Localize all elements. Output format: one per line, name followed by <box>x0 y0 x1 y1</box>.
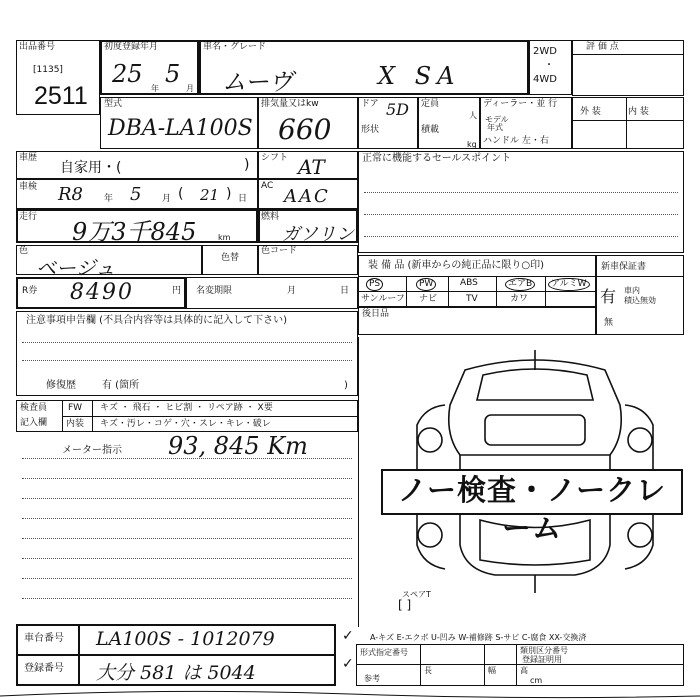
ac-label: AC <box>261 181 274 191</box>
equip-pw: PW <box>416 278 436 291</box>
equip-leather: カワ <box>510 294 529 304</box>
height-label: 高 <box>520 666 528 675</box>
recycle-value: 8490 <box>70 280 134 305</box>
displacement-value: 660 <box>278 113 332 146</box>
door-value: 5D <box>386 100 410 119</box>
history-value: 自家用・( <box>60 160 122 176</box>
cm-unit: cm <box>530 676 543 685</box>
first-registration-year-unit: 年 <box>151 84 159 93</box>
shape-label: 形状 <box>361 125 380 135</box>
first-registration-year: 25 <box>112 60 143 88</box>
repair-close: ) <box>344 380 348 391</box>
drive-dot: ・ <box>544 60 554 71</box>
inspection-era: R8 <box>58 184 84 205</box>
car-name-label: 車名・グレード <box>203 42 267 52</box>
inspection-month-unit: 月 <box>162 194 172 204</box>
name-change-day: 日 <box>340 286 350 296</box>
damage-legend: A-キズ E-エクボ U-凹み W-補修跡 S-サビ C-腐食 XX-交換済 <box>370 633 587 642</box>
drive-4wd: 4WD <box>533 74 557 85</box>
door-label: ドア <box>361 99 379 109</box>
handle-label: ハンドル 左・右 <box>483 136 549 146</box>
model-value: DBA-LA100S <box>108 116 253 141</box>
mileage-value: 9万3千845 <box>72 218 197 246</box>
meter-value: 93, 845 Km <box>168 432 308 460</box>
name-change-label: 名変期限 <box>196 286 233 296</box>
warranty-label: 新車保証書 <box>601 262 647 272</box>
interior-label: 内 装 <box>628 107 649 117</box>
first-registration-label: 初度登録年月 <box>104 42 159 52</box>
fuel-label: 燃料 <box>261 212 280 222</box>
selling-points-label: 正常に機能するセールスポイント <box>362 153 512 164</box>
chassis-label: 車台番号 <box>24 633 64 644</box>
recycle-label: R券 <box>22 286 38 296</box>
shift-label: シフト <box>261 153 289 163</box>
color-value: ベージュ <box>36 256 116 280</box>
model-label: 型式 <box>104 99 123 109</box>
plate-value: 大分 581 は 5044 <box>96 662 256 684</box>
equip-navi: ナビ <box>419 294 438 304</box>
inspection-day-unit: 日 <box>238 194 248 204</box>
dealer-label: ディーラー・並 行 <box>483 99 558 109</box>
ac-value: AAC <box>284 186 330 207</box>
inspection-month: 5 <box>130 184 142 205</box>
notes-label: 注意事項申告欄 (不具合内容等は具体的に記入して下さい) <box>26 315 287 326</box>
grade: X SA <box>378 62 461 90</box>
equip-airbag: エアB <box>505 278 535 291</box>
equip-ps: PS <box>366 278 383 291</box>
equip-alloy: アルミW <box>548 278 590 291</box>
capacity-unit: 人 <box>469 111 477 120</box>
inspector-label-2: 記入欄 <box>20 418 48 428</box>
equipment-title: 装 備 品 (新車からの純正品に限り○印) <box>368 260 545 271</box>
first-registration-month: 5 <box>165 60 181 88</box>
exterior-label: 外 装 <box>580 107 601 117</box>
int-items: キズ・汚レ・コゲ・穴・スレ・キレ・破レ <box>100 419 271 429</box>
inspection-paren-close: ) <box>226 186 232 202</box>
width-label: 幅 <box>488 666 496 675</box>
repair-label: 修復歴 <box>46 380 76 391</box>
aftermarket-label: 後日品 <box>362 309 390 319</box>
mileage-unit: km <box>218 233 231 242</box>
check-mark-1: ✓ <box>342 628 354 644</box>
history-cell <box>16 151 258 179</box>
inspection-day: 21 <box>200 186 220 204</box>
equip-tv: TV <box>466 294 478 304</box>
name-change-month: 月 <box>287 286 297 296</box>
warranty-has: 有 <box>600 287 617 306</box>
drive-2wd: 2WD <box>533 46 557 57</box>
class-label: 類別区分番号 <box>520 646 568 655</box>
spare-tire-label: スペアT <box>402 590 431 599</box>
warranty-none: 無 <box>604 318 614 328</box>
no-claim-stamp: ノー検査・ノークレーム <box>381 469 683 515</box>
inspection-paren-open: ( <box>178 186 184 202</box>
fw-label: FW <box>68 403 83 413</box>
load-unit: kg <box>467 140 477 149</box>
color-change-label: 色替 <box>221 253 240 263</box>
length-label: 長 <box>424 666 432 675</box>
displacement-label: 排気量又はkw <box>261 99 319 109</box>
inspection-year-unit: 年 <box>104 194 114 204</box>
category-label: 形式指定番号 <box>360 648 408 657</box>
score-label: 評 価 点 <box>586 42 619 52</box>
inspection-label: 車検 <box>19 182 38 192</box>
fuel-value: ガソリン <box>282 224 354 245</box>
first-registration-month-unit: 月 <box>186 84 194 93</box>
color-label: 色 <box>19 246 29 256</box>
recycle-unit: 円 <box>172 286 182 296</box>
chassis-value: LA100S - 1012079 <box>96 628 275 650</box>
capacity-label: 定員 <box>421 99 440 109</box>
lot-number: 2511 <box>34 82 88 110</box>
mileage-label: 走行 <box>19 212 38 222</box>
warranty-has-sub1: 車内 <box>624 286 640 295</box>
car-name: ムーヴ <box>222 68 293 96</box>
model-year-label: モデル <box>485 115 509 124</box>
int-label: 内装 <box>66 419 85 429</box>
color-code-label: 色コード <box>261 246 298 256</box>
equip-abs: ABS <box>460 278 478 288</box>
plate-label: 登録番号 <box>24 663 64 674</box>
lot-number-sub: [1135] <box>33 65 63 75</box>
shift-value: AT <box>298 155 325 179</box>
warranty-has-sub2: 積込無効 <box>624 296 656 305</box>
equip-sunroof: サンルーフ <box>361 294 405 304</box>
check-mark-2: ✓ <box>342 656 354 672</box>
lot-number-label: 出品番号 <box>19 42 56 52</box>
reference-label: 参考 <box>364 674 380 683</box>
model-year-sub: 年式 <box>487 123 503 132</box>
spare-tire-bracket: [ ] <box>398 598 412 612</box>
history-label: 車歴 <box>19 153 38 163</box>
bottom-wave <box>0 686 700 700</box>
exterior-interior-cell <box>572 97 684 149</box>
meter-label: メーター指示 <box>62 445 122 456</box>
load-label: 積載 <box>421 125 440 135</box>
cert-label: 登録証明用 <box>522 655 562 664</box>
fw-items: キズ ・ 飛石 ・ ヒビ割 ・ リペア跡 ・ X要 <box>100 403 273 413</box>
aftermarket-cell <box>358 307 596 335</box>
history-close: ) <box>244 157 250 173</box>
inspector-label-1: 検査員 <box>20 403 48 413</box>
repair-value: 有 (箇所 <box>102 380 140 391</box>
selling-points-cell <box>358 151 684 253</box>
